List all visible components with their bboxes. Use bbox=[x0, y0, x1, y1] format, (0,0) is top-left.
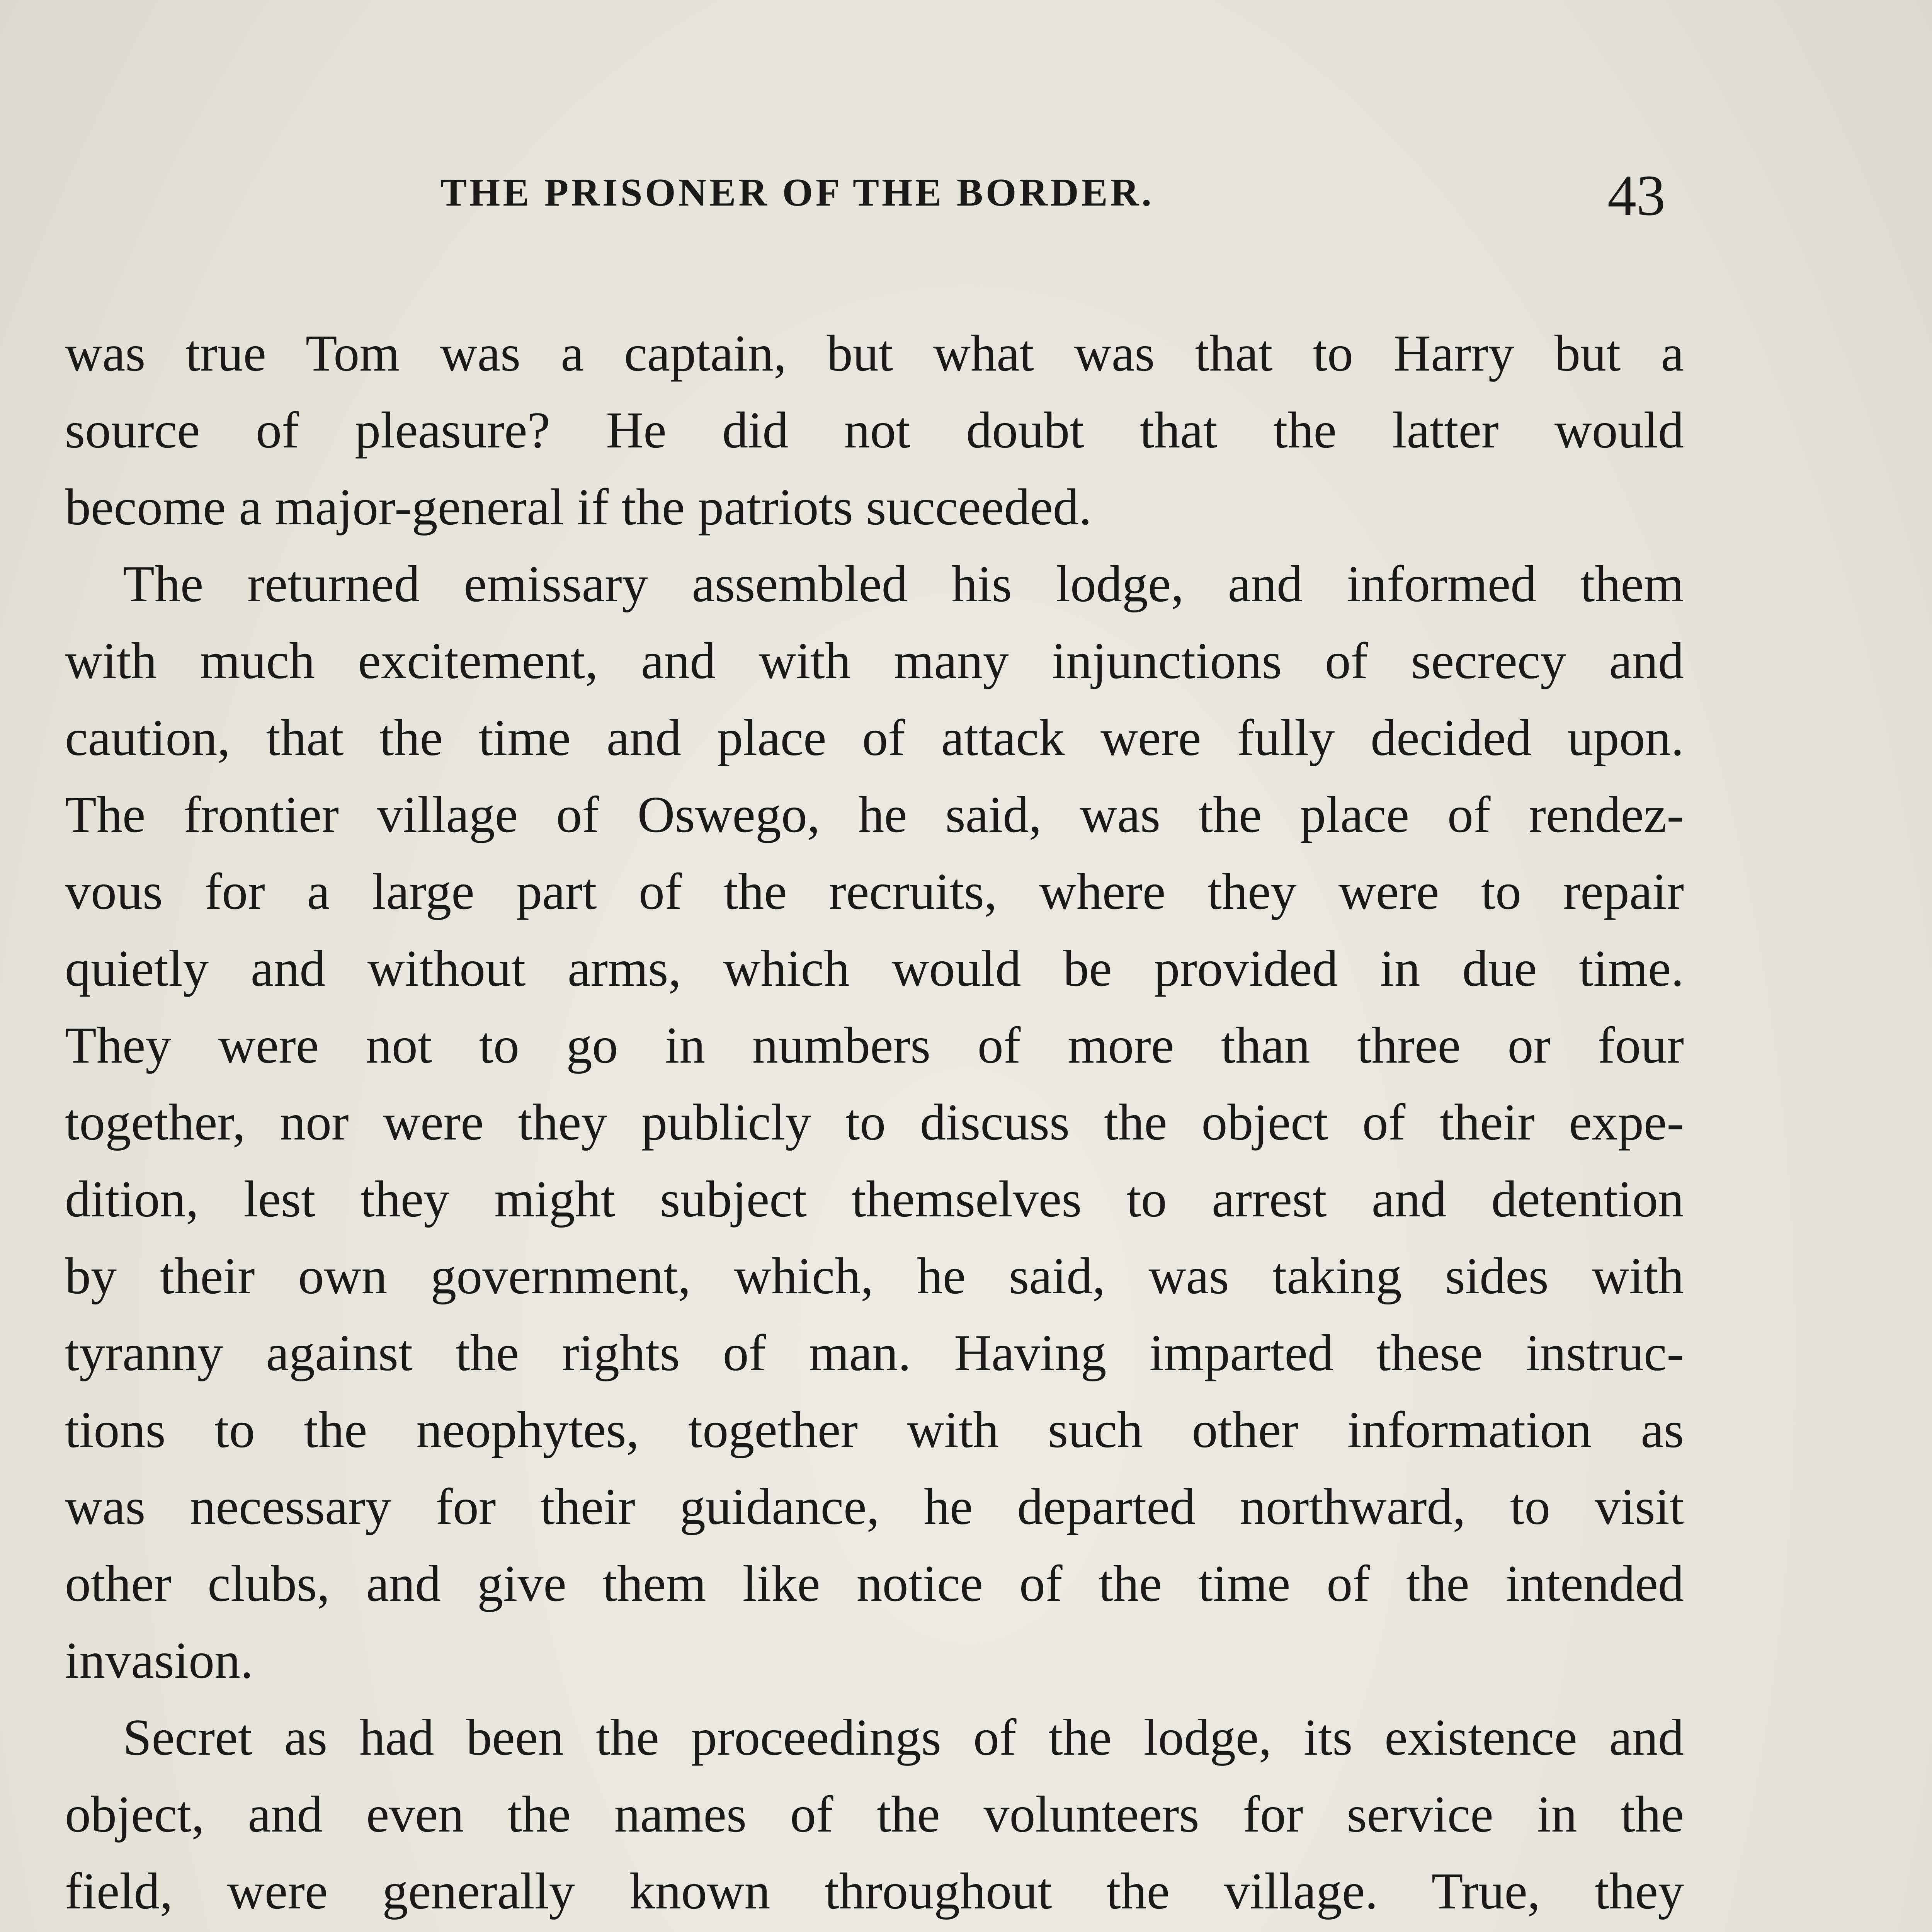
text-line: caution, that the time and place of attack were fully decided upon. bbox=[65, 709, 1684, 766]
text-line: was necessary for their guidance, he departed northward, to visit bbox=[65, 1478, 1684, 1535]
text-line bbox=[65, 1930, 1684, 1932]
text-line: Secret as had been the proceedings of the lodge, its existence and bbox=[123, 1709, 1684, 1766]
text-line: become a major-general if the patriots succeeded. bbox=[65, 478, 1092, 536]
text-line: quietly and without arms, which would be provided in due time. bbox=[65, 940, 1684, 997]
text-line: The returned emissary assembled his lodge, and informed them bbox=[123, 555, 1684, 612]
text-line: source of pleasure? He did not doubt that the latter would bbox=[65, 401, 1684, 459]
text-line: together, nor were they publicly to discuss the object of their expe- bbox=[65, 1094, 1684, 1151]
text-line: invasion. bbox=[65, 1632, 253, 1689]
text-line: by their own government, which, he said, was taking sides with bbox=[65, 1247, 1684, 1304]
text-line: dition, lest they might subject themselves to arrest and detention bbox=[65, 1170, 1684, 1228]
body-text bbox=[65, 315, 1684, 1932]
page-number: 43 bbox=[1607, 163, 1665, 228]
text-line: object, and even the names of the volunteers for service in the bbox=[65, 1786, 1684, 1843]
running-title: THE PRISONER OF THE BORDER. bbox=[440, 171, 1154, 214]
text-line: was true Tom was a captain, but what was that to Harry but a bbox=[65, 325, 1684, 382]
text-line: tyranny against the rights of man. Having imparted these instruc- bbox=[65, 1324, 1684, 1381]
text-line: field, were generally known throughout the village. True, they bbox=[65, 1862, 1684, 1920]
text-line: other clubs, and give them like notice of the time of the intended bbox=[65, 1555, 1684, 1612]
text-line: They were not to go in numbers of more than three or four bbox=[65, 1017, 1684, 1074]
text-line: with much excitement, and with many injunctions of secrecy and bbox=[65, 632, 1684, 689]
text-line: The frontier village of Oswego, he said, was the place of rendez- bbox=[65, 786, 1684, 843]
text-line: tions to the neophytes, together with such other information as bbox=[65, 1401, 1684, 1458]
text-line: vous for a large part of the recruits, where they were to repair bbox=[65, 863, 1684, 920]
